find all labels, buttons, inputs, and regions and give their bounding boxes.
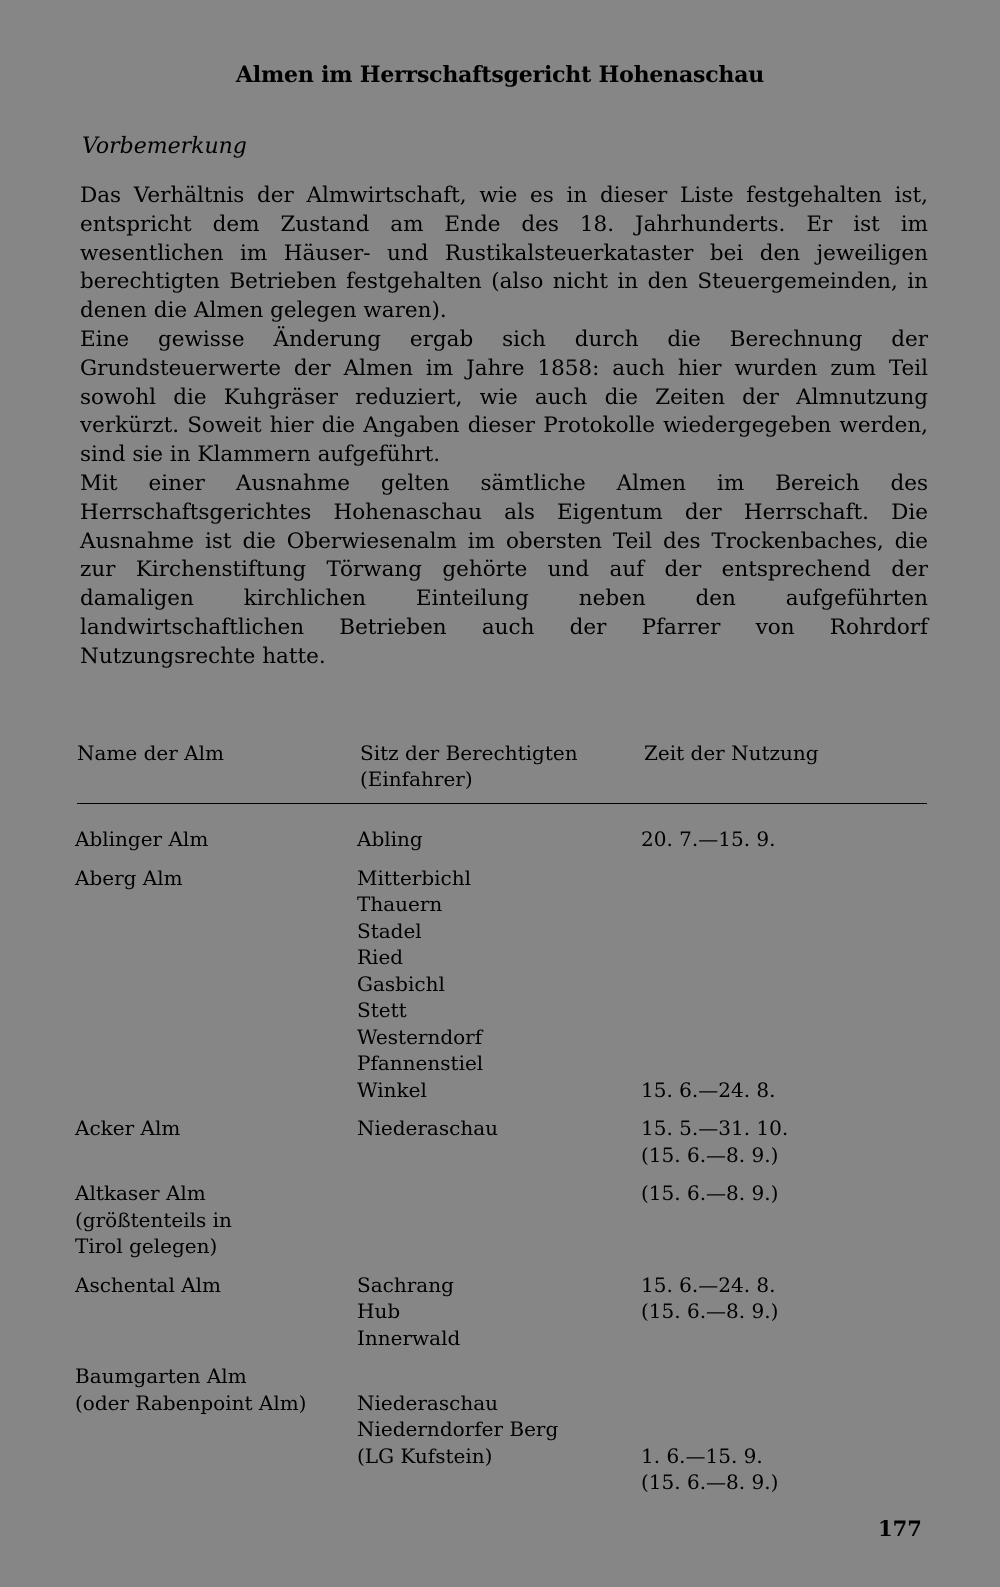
nutzungszeit-line: (15. 6.—8. 9.) xyxy=(641,1299,779,1323)
header-zeit: Zeit der Nutzung xyxy=(644,741,819,765)
nutzungszeit-cell xyxy=(641,1180,901,1207)
berechtigte-line: Mitterbichl xyxy=(357,865,472,890)
page-title: Almen im Herrschaftsgericht Hohenaschau xyxy=(235,62,765,88)
berechtigte-line: Gasbichl xyxy=(357,971,445,996)
alm-name-line: Tirol gelegen) xyxy=(75,1234,218,1258)
berechtigte-cell xyxy=(357,1363,627,1469)
berechtigte-line: Westerndorf xyxy=(357,1024,483,1049)
nutzungszeit-line xyxy=(641,891,901,918)
berechtigte-cell xyxy=(357,1272,627,1352)
preface-text xyxy=(80,182,928,672)
berechtigte-line: Innerwald xyxy=(357,1325,461,1350)
berechtigte-line: Abling xyxy=(357,827,423,851)
nutzungszeit-line xyxy=(641,918,901,945)
alm-name-cell xyxy=(75,1115,345,1142)
alm-name-line: Acker Alm xyxy=(75,1116,181,1140)
nutzungszeit-cell xyxy=(641,826,901,853)
nutzungszeit-line xyxy=(641,1390,901,1417)
berechtigte-cell xyxy=(357,826,627,853)
alm-name-line: Altkaser Alm xyxy=(75,1181,206,1205)
berechtigte-cell xyxy=(357,865,627,1104)
berechtigte-line: Hub xyxy=(357,1299,401,1323)
nutzungszeit-line xyxy=(641,865,901,892)
alm-name-cell xyxy=(75,1272,345,1299)
berechtigte-line: (LG Kufstein) xyxy=(357,1443,493,1468)
alm-name-line: (oder Rabenpoint Alm) xyxy=(75,1390,307,1415)
berechtigte-line: Pfannenstiel xyxy=(357,1051,484,1075)
header-sitz xyxy=(360,740,600,792)
alm-name-cell xyxy=(75,1180,345,1260)
nutzungszeit-cell xyxy=(641,1363,901,1496)
nutzungszeit-line: 15. 5.—31. 10. xyxy=(641,1116,789,1140)
page-number: 177 xyxy=(878,1516,922,1541)
nutzungszeit-line: (15. 6.—8. 9.) xyxy=(641,1181,779,1205)
header-sitz-line: Sitz der Berechtigten xyxy=(360,741,578,765)
nutzungszeit-line: 20. 7.—15. 9. xyxy=(641,827,776,851)
berechtigte-line: Stadel xyxy=(357,918,422,943)
nutzungszeit-line: 1. 6.—15. 9. xyxy=(641,1443,763,1468)
alm-name-line: Ablinger Alm xyxy=(75,827,209,851)
nutzungszeit-line: (15. 6.—8. 9.) xyxy=(641,1470,779,1494)
alm-name-line: Aberg Alm xyxy=(75,865,183,890)
paragraph: Eine gewisse Änderung ergab sich durch die Berechnung der Grundsteuerwerte der Almen im Jahre 1858: auch hier wurden zum Teil sowohl die Kuhgräser reduziert, wie auch die Zeiten der Almnutzung verkürzt. Soweit hier die Angaben dieser Protokolle wiedergegeben werden, sind sie in Klammern aufgeführt. xyxy=(80,326,928,468)
berechtigte-line: Thauern xyxy=(357,892,443,916)
berechtigte-line: Stett xyxy=(357,998,407,1022)
alm-name-cell xyxy=(75,1363,345,1416)
nutzungszeit-line: 15. 6.—24. 8. xyxy=(641,1272,776,1297)
header-sitz-line: (Einfahrer) xyxy=(360,767,473,791)
nutzungszeit-line xyxy=(641,1416,901,1443)
nutzungszeit-line xyxy=(641,1363,901,1390)
nutzungszeit-cell xyxy=(641,1115,901,1168)
nutzungszeit-line xyxy=(641,1024,901,1051)
berechtigte-cell xyxy=(357,1115,627,1142)
alm-name-line: (größtenteils in xyxy=(75,1207,232,1232)
nutzungszeit-line xyxy=(641,944,901,971)
alm-name-cell xyxy=(75,865,345,892)
nutzungszeit-cell xyxy=(641,865,901,1104)
berechtigte-line: Sachrang xyxy=(357,1272,454,1297)
nutzungszeit-line xyxy=(641,997,901,1024)
alm-name-line: Aschental Alm xyxy=(75,1272,222,1297)
section-heading: Vorbemerkung xyxy=(82,134,247,159)
nutzungszeit-cell xyxy=(641,1272,901,1325)
berechtigte-line: Niederaschau xyxy=(357,1390,499,1415)
nutzungszeit-line: (15. 6.—8. 9.) xyxy=(641,1142,779,1167)
header-divider xyxy=(77,803,927,804)
nutzungszeit-line: 15. 6.—24. 8. xyxy=(641,1077,776,1102)
berechtigte-line: Winkel xyxy=(357,1077,427,1102)
nutzungszeit-line xyxy=(641,971,901,998)
header-name: Name der Alm xyxy=(77,741,224,765)
berechtigte-line: Niederaschau xyxy=(357,1116,499,1140)
alm-name-cell xyxy=(75,826,345,853)
alm-name-line: Baumgarten Alm xyxy=(75,1364,247,1388)
paragraph: Das Verhältnis der Almwirtschaft, wie es in dieser Liste festgehalten ist, entspricht dem Zustand am Ende des 18. Jahrhunderts. Er ist im wesentlichen im Häuser- und Rustikalsteuerkataster bei den jeweiligen berechtigten Betrieben festgehalten (also nicht in den Steuergemeinden, in denen die Almen gelegen waren). xyxy=(80,183,928,324)
nutzungszeit-line xyxy=(641,1050,901,1077)
berechtigte-line xyxy=(357,1363,627,1390)
berechtigte-line: Niederndorfer Berg xyxy=(357,1417,559,1441)
paragraph: Mit einer Ausnahme gelten sämtliche Almen im Bereich des Herrschaftsgerichtes Hohenaschau als Eigentum der Herrschaft. Die Ausnahme ist die Oberwiesenalm im obersten Teil des Trockenbaches, die zur Kirchenstiftung Törwang gehörte und auf der entsprechend der damaligen kirchlichen Einteilung neben den aufgeführten landwirtschaftlichen Betrieben auch der Pfarrer von Rohrdorf Nutzungsrechte hatte. xyxy=(80,470,928,669)
berechtigte-line: Ried xyxy=(357,945,404,969)
